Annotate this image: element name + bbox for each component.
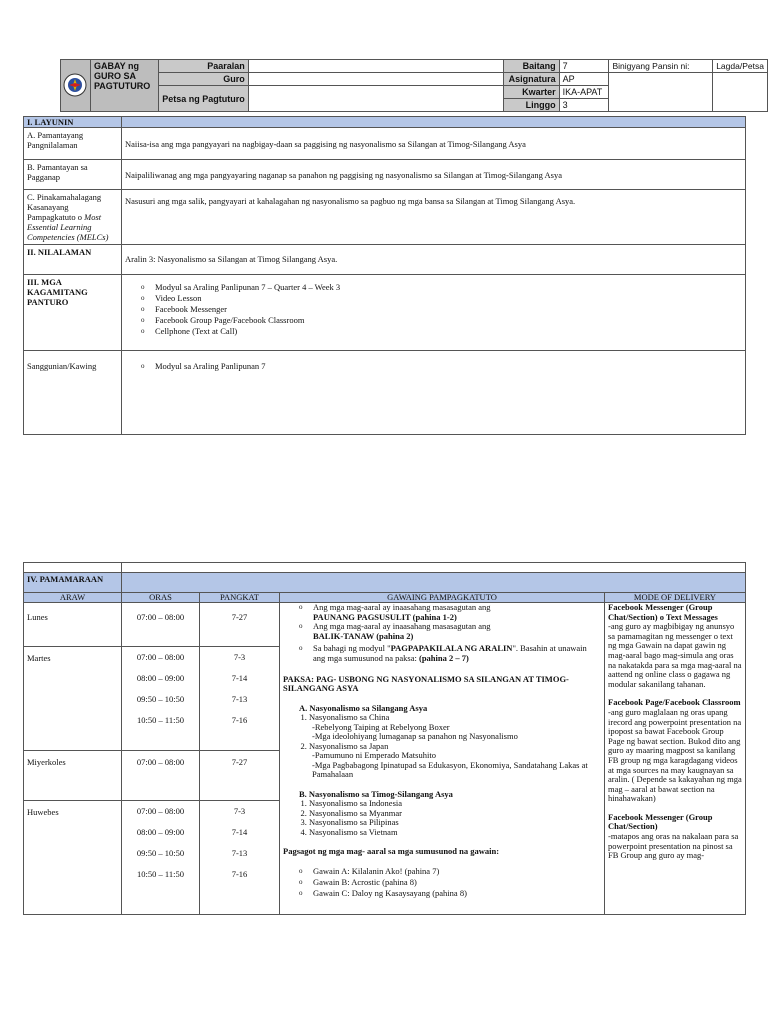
time-cell: 10:50 – 11:50 — [137, 715, 184, 725]
content-label: II. NILALAMAN — [24, 245, 122, 275]
list-item: 4. Nasyonalismo sa Vietnam — [309, 828, 601, 838]
row-value: Nasusuri ang mga salik, pangyayari at kahalagahan ng nasyonalismo sa pagbuo ng mga bansa sa Silangan at Timog Silangang Asya. — [122, 190, 746, 245]
day-cell: Martes — [24, 647, 122, 751]
time-cell: 07:00 – 08:00 — [136, 652, 185, 662]
list-item: o Gawain B: Acrostic (pahina 8) — [313, 877, 601, 888]
numbered-list — [283, 713, 601, 780]
materials-list — [125, 282, 742, 337]
list-item: o Gawain C: Daloy ng Kasaysayang (pahina 8) — [313, 888, 601, 899]
list-item: 2. Nasyonalismo sa Myanmar — [309, 809, 601, 819]
quarter-label: Kwarter — [503, 86, 559, 99]
list-item: 3. Nasyonalismo sa Pilipinas — [309, 818, 601, 828]
school-field[interactable] — [248, 60, 503, 73]
time-cell: 08:00 – 09:00 — [136, 673, 185, 683]
day-cell: Lunes — [24, 603, 122, 647]
school-label: Paaralan — [158, 60, 248, 73]
references-label: Sanggunian/Kawing — [24, 351, 122, 435]
delivery-text: -ang guro ay magbibigay ng anunsyo sa pamamagitan ng messenger o text ng mga Gawain na dapat gawin ng mag-aaral bago mag-simula ang oras na nakatakda para sa mga mag-aaral na aattend ng online class o gagawa ng modular sakanilang tahanan. — [608, 621, 742, 689]
section-cell: 7-16 — [231, 869, 248, 879]
delivery-text: -matapos ang oras na nakalaan para sa powerpoint presentation na pinost sa FB Group ang guro ay mag- — [608, 831, 739, 861]
delivery-title: Facebook Page/Facebook Classroom — [608, 697, 741, 708]
title-line: GABAY ng — [93, 61, 139, 71]
section-cell: 7-27 — [200, 603, 280, 647]
sub-item: -Mga ideolohiyang lumaganap sa panahon ng Nasyonalismo — [312, 731, 518, 742]
header-table — [60, 59, 768, 112]
list-item: Nasyonalismo sa China — [309, 712, 390, 723]
row-value: Naipaliliwanag ang mga pangyayaring naganap sa panahon ng paggising ng nasyonalismo sa Silangan at Timog-Silangang Asya — [122, 160, 746, 190]
section-cell: 7-3 — [233, 806, 246, 816]
delivery-title: Facebook Messenger (Group Chat/Section) — [608, 811, 713, 832]
time-cell: 07:00 – 08:00 — [122, 751, 200, 801]
section-cell: 7-27 — [200, 751, 280, 801]
noted-by-label: Binigyang Pansin ni: — [609, 60, 713, 73]
list-item: 1. Nasyonalismo sa Indonesia — [309, 799, 601, 809]
list-item: o Video Lesson — [155, 293, 742, 304]
subject-field[interactable]: AP — [559, 73, 609, 86]
list-item: o Gawain A: Kilalanin Ako! (pahina 7) — [313, 866, 601, 877]
objectives-table — [23, 116, 746, 435]
section-cell: 7-13 — [231, 848, 248, 858]
instruction-text: Pagsagot ng mga mag- aaral sa mga sumusunod na gawain: — [283, 846, 500, 857]
quarter-field[interactable]: IKA-APAT — [559, 86, 609, 99]
noted-by-cell[interactable] — [609, 73, 713, 112]
teacher-label: Guro — [158, 73, 248, 86]
day-cell: Miyerkoles — [24, 751, 122, 801]
time-cell: 10:50 – 11:50 — [137, 869, 184, 879]
date-field[interactable] — [248, 86, 503, 112]
procedure-table — [23, 562, 746, 915]
column-header: PANGKAT — [200, 593, 280, 603]
grade-label: Baitang — [503, 60, 559, 73]
delivery-title: Facebook Messenger (Group Chat/Section) o Text Messages — [608, 602, 718, 622]
list-item: o Modyul sa Araling Panlipunan 7 — [155, 361, 742, 372]
week-field[interactable]: 3 — [559, 99, 609, 112]
list-item: Nasyonalismo sa Japan — [309, 740, 389, 751]
section-cell: 7-14 — [231, 827, 248, 837]
row-label: A. Pamantayang Pangnilalaman — [24, 128, 122, 160]
section-heading: IV. PAMAMARAAN — [24, 573, 122, 593]
delivery-text: -ang guro maglalaan ng oras upang irecord ang powerpoint presentation na ipopost sa bawat Facebook Group Page ng bawat section. Bukod dito ang guro ay maaring magpost sa kanilang FB group ng mga karagdagang videos at mga sources na may kaugnayan sa aralin. ( Depende sa kakayahan ng mga mag – aaral at bawat section na hinahawakan) — [608, 706, 742, 804]
list-item: o Modyul sa Araling Panlipunan 7 – Quarter 4 – Week 3 — [155, 282, 742, 293]
references-list — [125, 361, 742, 372]
signature-date-label: Lagda/Petsa — [713, 60, 768, 73]
column-header: MODE OF DELIVERY — [605, 593, 746, 603]
teacher-field[interactable] — [248, 73, 503, 86]
row-value: Naiisa-isa ang mga pangyayari na nagbigay-daan sa paggising ng nasyonalismo sa Silangan at Timog-Silangang Asya — [122, 128, 746, 160]
title-line: PAGTUTURO — [93, 81, 151, 91]
section-cell: 7-3 — [233, 652, 246, 662]
column-header: GAWAING PAMPAGKATUTO — [280, 593, 605, 603]
subject-label: Asignatura — [503, 73, 559, 86]
title-line: GURO SA — [93, 71, 136, 81]
subtopic-heading: B. Nasyonalismo sa Timog-Silangang Asya — [299, 788, 453, 799]
deped-seal-icon — [63, 71, 87, 99]
column-header: ARAW — [24, 593, 122, 603]
topic-heading: PAKSA: PAG- USBONG NG NASYONALISMO SA SILANGAN AT TIMOG-SILANGANG ASYA — [283, 673, 569, 694]
list-item: o Ang mga mag-aaral ay inaasahang masasagutan ang PAUNANG PAGSUSULIT (pahina 1-2) — [313, 603, 601, 622]
list-item: o Cellphone (Text at Call) — [155, 326, 742, 337]
column-header: ORAS — [122, 593, 200, 603]
materials-label: III. MGA KAGAMITANG PANTURO — [24, 275, 122, 351]
row-label: B. Pamantayan sa Pagganap — [24, 160, 122, 190]
list-item: o Facebook Messenger — [155, 304, 742, 315]
section-cell: 7-14 — [231, 673, 248, 683]
signature-cell[interactable] — [713, 73, 768, 112]
logo-cell — [61, 60, 91, 112]
delivery-cell — [605, 603, 746, 915]
sub-item: -Rebelyong Taiping at Rebelyong Boxer — [312, 721, 450, 732]
date-label: Petsa ng Pagtuturo — [158, 86, 248, 112]
sub-item: -Mga Pagbabagong Ipinatupad sa Edukasyon, Ekonomiya, Sandatahang Lakas at Pamahalaan — [312, 759, 588, 780]
time-cell: 09:50 – 10:50 — [136, 694, 185, 704]
section-cell: 7-13 — [231, 694, 248, 704]
sub-item: -Pamumuno ni Emperado Matsuhito — [312, 750, 436, 761]
document-title — [90, 60, 158, 112]
content-value: Aralin 3: Nasyonalismo sa Silangan at Timog Silangang Asya. — [122, 245, 746, 275]
time-cell: 07:00 – 08:00 — [122, 603, 200, 647]
numbered-list — [283, 799, 601, 837]
grade-field[interactable]: 7 — [559, 60, 609, 73]
melc-label: C. Pinakamahalagang Kasanayang Pampagkatuto o Most Essential Learning Competencies (MELCs) — [24, 190, 122, 245]
day-cell: Huwebes — [24, 801, 122, 915]
list-item: o Facebook Group Page/Facebook Classroom — [155, 315, 742, 326]
section-heading: I. LAYUNIN — [24, 117, 122, 128]
section-cell: 7-16 — [231, 715, 248, 725]
time-cell: 07:00 – 08:00 — [136, 806, 185, 816]
tasks-list — [283, 866, 601, 899]
time-cell: 08:00 – 09:00 — [136, 827, 185, 837]
list-item: o Ang mga mag-aaral ay inaasahang masasagutan ang BALIK-TANAW (pahina 2) — [313, 622, 601, 641]
list-item: o Sa bahagi ng modyul "PAGPAPAKILALA NG ARALIN". Basahin at unawain ang mga sumusunod na paksa: (pahina 2 – 7) — [313, 644, 601, 663]
activities-cell — [280, 603, 605, 915]
time-cell: 09:50 – 10:50 — [136, 848, 185, 858]
week-label: Linggo — [503, 99, 559, 112]
subtopic-heading: A. Nasyonalismo sa Silangang Asya — [299, 702, 428, 713]
